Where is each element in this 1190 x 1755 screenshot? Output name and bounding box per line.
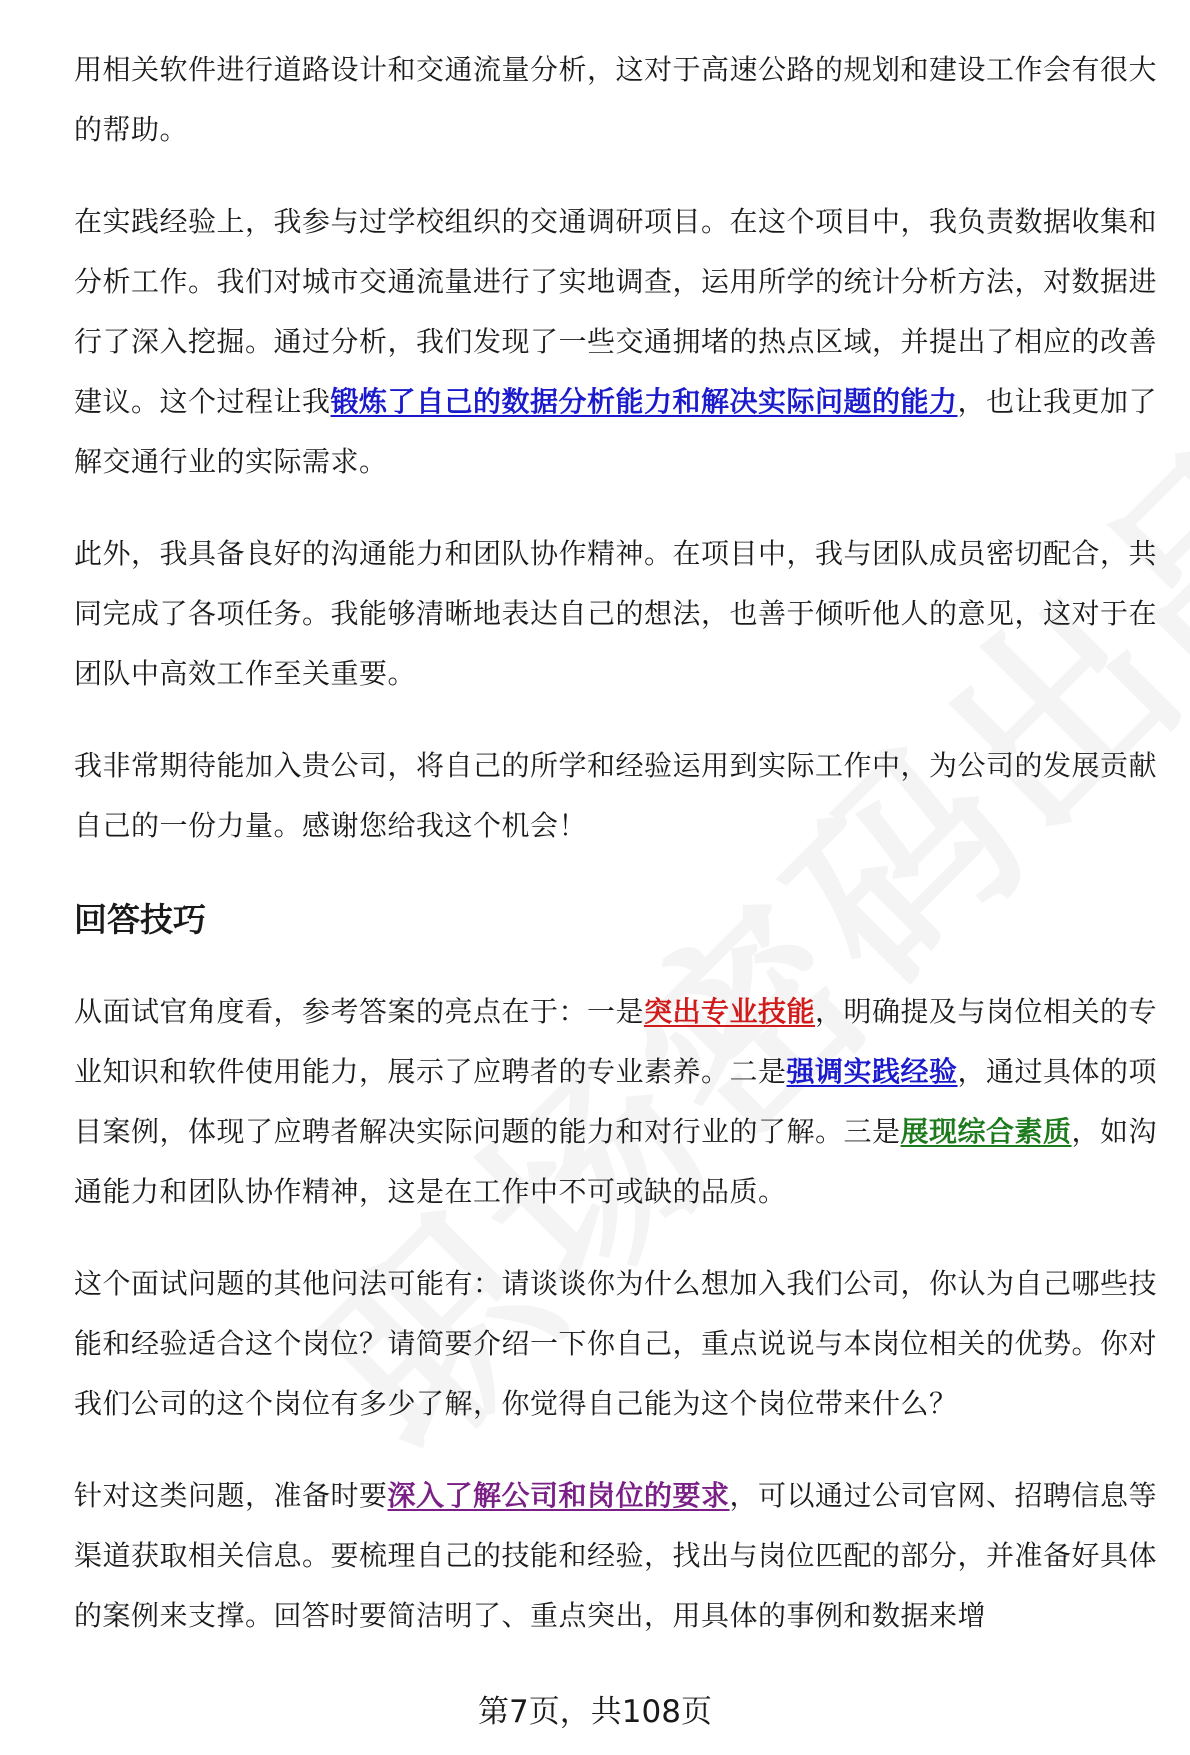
paragraph-communication — [74, 524, 1164, 704]
paragraph-text: 针对这类问题，准备时要 — [74, 1479, 388, 1512]
paragraph-alternative-questions — [74, 1254, 1164, 1434]
paragraph-text: ，通过具体的项目案例，体现了应聘者解决实际问题的能力和对行业的了解。三是 — [74, 1055, 1158, 1148]
paragraph-preparation — [74, 1466, 1164, 1646]
paragraph-text: 从面试官角度看，参考答案的亮点在于：一是 — [74, 995, 645, 1028]
paragraph-interviewer-view — [74, 982, 1164, 1222]
paragraph-text: 此外，我具备良好的沟通能力和团队协作精神。在项目中，我与团队成员密切配合，共同完成了各项任务。我能够清晰地表达自己的想法，也善于倾听他人的意见，这对于在团队中高效工作至关重要。 — [74, 537, 1158, 690]
highlight-data-analysis-link[interactable]: 锻炼了自己的数据分析能力和解决实际问题的能力 — [330, 385, 958, 418]
highlight-practice-experience-link[interactable]: 强调实践经验 — [786, 1055, 958, 1088]
highlight-understand-company-link[interactable]: 深入了解公司和岗位的要求 — [387, 1479, 730, 1512]
paragraph-text: ，明确提及与岗位相关的专业知识和软件使用能力，展示了应聘者的专业素养。二是 — [74, 995, 1158, 1088]
paragraph-text: 在实践经验上，我参与过学校组织的交通调研项目。在这个项目中，我负责数据收集和分析工作。我们对城市交通流量进行了实地调查，运用所学的统计分析方法，对数据进行了深入挖掘。通过分析，我们发现了一些交通拥堵的热点区域，并提出了相应的改善建议。这个过程让我 — [74, 205, 1158, 418]
paragraph-text: 用相关软件进行道路设计和交通流量分析，这对于高速公路的规划和建设工作会有很大的帮助。 — [74, 53, 1158, 146]
paragraph-text: 这个面试问题的其他问法可能有：请谈谈你为什么想加入我们公司，你认为自己哪些技能和经验适合这个岗位？请简要介绍一下你自己，重点说说与本岗位相关的优势。你对我们公司的这个岗位有多少了解，你觉得自己能为这个岗位带来什么？ — [74, 1267, 1158, 1420]
section-heading: 回答技巧 — [74, 900, 206, 939]
highlight-overall-quality-link[interactable]: 展现综合素质 — [900, 1115, 1072, 1148]
highlight-professional-skills-link[interactable]: 突出专业技能 — [644, 995, 816, 1028]
document-body — [74, 40, 1164, 1678]
paragraph-closing — [74, 736, 1164, 856]
paragraph-text: ，如沟通能力和团队协作精神，这是在工作中不可或缺的品质。 — [74, 1115, 1158, 1208]
paragraph-text: ，也让我更加了解交通行业的实际需求。 — [74, 385, 1158, 478]
page-number: 第7页，共108页 — [478, 1694, 712, 1730]
paragraph-software — [74, 40, 1164, 160]
paragraph-text: ，可以通过公司官网、招聘信息等渠道获取相关信息。要梳理自己的技能和经验，找出与岗位匹配的部分，并准备好具体的案例来支撑。回答时要简洁明了、重点突出，用具体的事例和数据来增 — [74, 1479, 1158, 1632]
paragraph-text: 我非常期待能加入贵公司，将自己的所学和经验运用到实际工作中，为公司的发展贡献自己的一份力量。感谢您给我这个机会！ — [74, 749, 1158, 842]
paragraph-practice-experience — [74, 192, 1164, 492]
